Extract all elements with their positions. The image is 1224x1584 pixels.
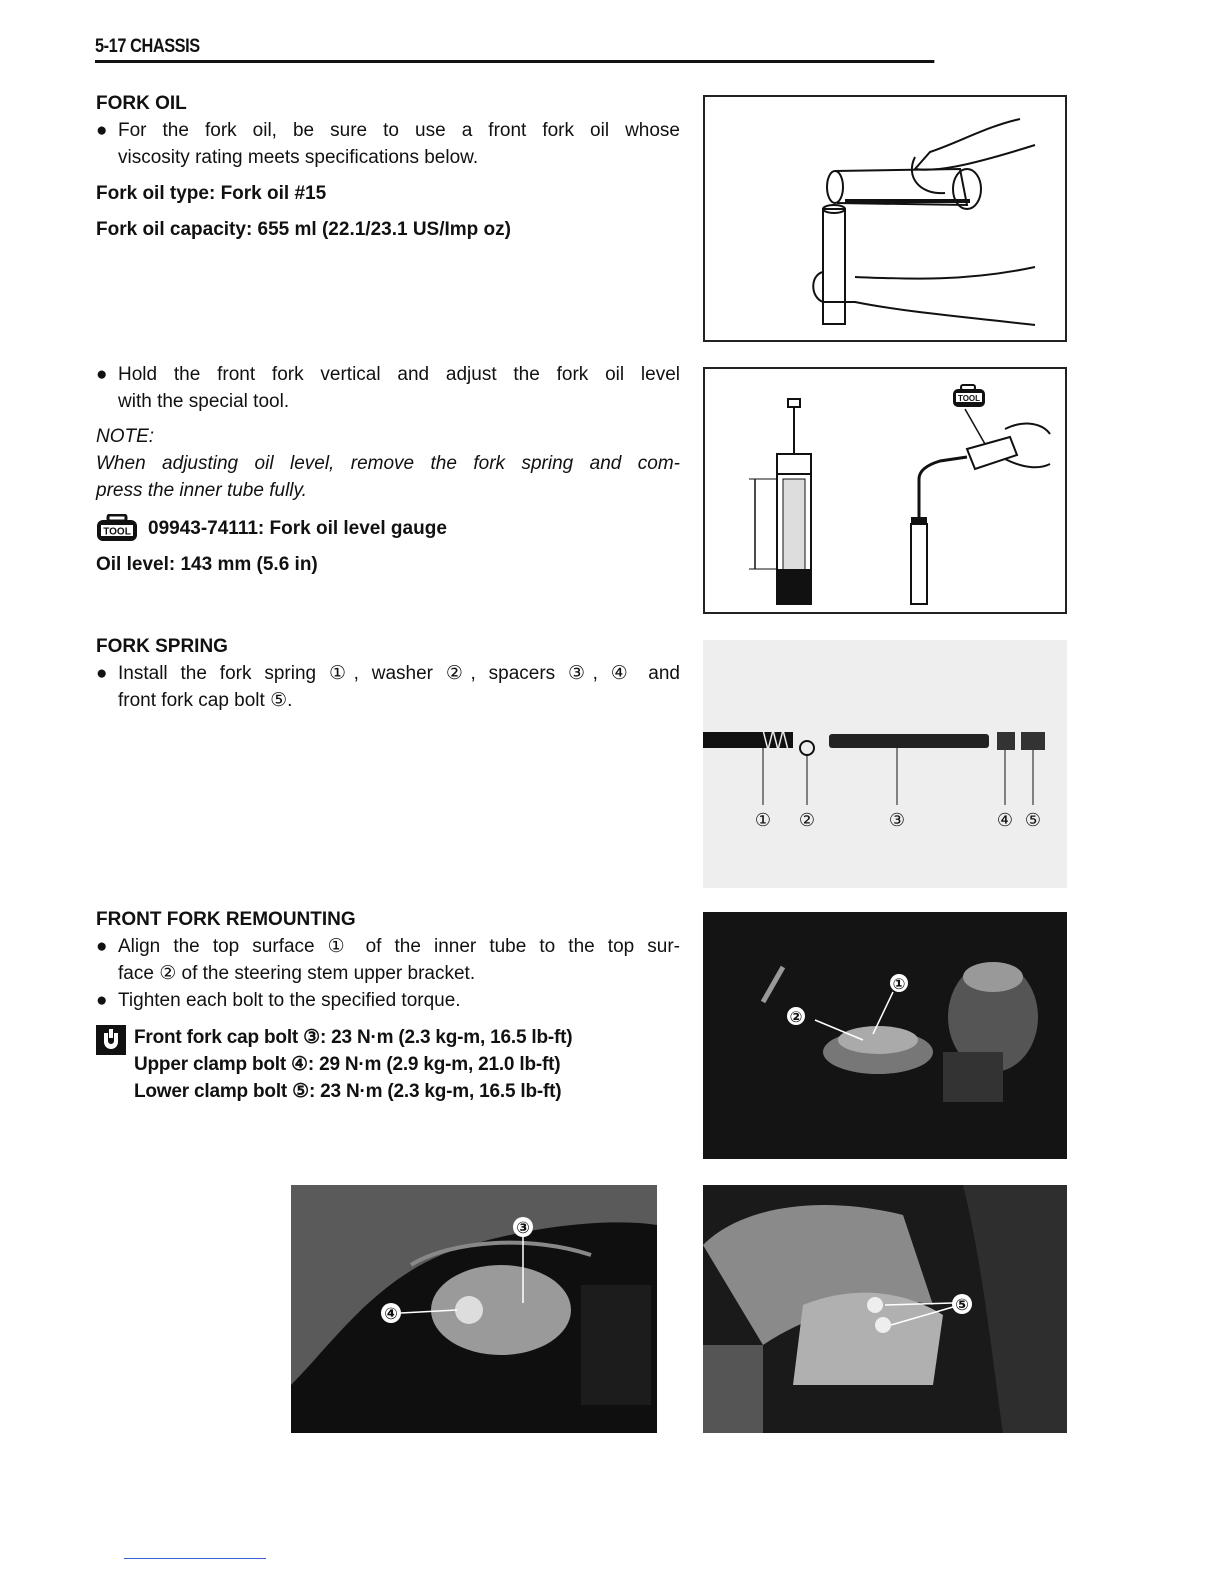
remounting-bullet-2 — [96, 987, 680, 1014]
oil-level-section — [96, 361, 680, 578]
fork-spring-bullet-line-1: Install the fork spring ①, washer ②, spacers ③, ④ and — [118, 663, 680, 684]
upper-clamp-photo — [291, 1185, 657, 1433]
steering-bracket-photo — [703, 912, 1067, 1159]
fork-oil-heading: FORK OIL — [96, 93, 187, 114]
bullet-dot-icon: ● — [96, 120, 108, 141]
bullet-dot-icon: ● — [96, 936, 108, 957]
fork-oil-type-spec: Fork oil type: Fork oil #15 — [96, 183, 327, 204]
note-label: NOTE: — [96, 426, 155, 447]
callout-3: ③ — [888, 810, 906, 831]
remounting-bullet-1 — [96, 933, 680, 987]
oil-level-bullet-line-1: Hold the front fork vertical and adjust the fork oil level — [118, 364, 680, 385]
remounting-heading: FRONT FORK REMOUNTING — [96, 909, 356, 930]
callout-4: ④ — [996, 810, 1014, 831]
oil-level-bullet-line-2: with the special tool. — [118, 391, 290, 412]
note-line-2: press the inner tube fully. — [96, 480, 307, 501]
bullet-dot-icon: ● — [96, 364, 108, 385]
remounting-section — [96, 906, 680, 1105]
torque-spec-block — [96, 1024, 680, 1105]
tool-icon-text: TOOL — [103, 526, 131, 538]
page-header-title: 5-17 CHASSIS — [95, 36, 200, 57]
bullet-dot-icon: ● — [96, 663, 108, 684]
fork-spring-section — [96, 633, 680, 714]
torque-cap-bolt: Front fork cap bolt ③: 23 N·m (2.3 kg-m, 16.5 lb-ft) — [134, 1027, 573, 1048]
upper-clamp-callout-4: ④ — [384, 1304, 398, 1323]
fork-spring-bullet — [96, 660, 680, 714]
lower-clamp-photo — [703, 1185, 1067, 1433]
footer-rule — [124, 1558, 266, 1559]
fork-oil-bullet-line-2: viscosity rating meets specifications below. — [118, 147, 479, 168]
special-tool-line — [96, 514, 680, 542]
special-tool-spec: 09943-74111: Fork oil level gauge — [148, 517, 447, 539]
fork-spring-bullet-line-2: front fork cap bolt ⑤. — [118, 690, 293, 711]
fork-oil-bullet-line-1: For the fork oil, be sure to use a front fork oil whose — [118, 120, 680, 141]
tool-case-icon — [96, 514, 138, 542]
callout-2: ② — [798, 810, 816, 831]
remounting-bullet-2-line: Tighten each bolt to the specified torque. — [118, 990, 461, 1011]
page-header — [95, 36, 934, 63]
upper-clamp-callout-3: ③ — [516, 1218, 530, 1237]
gauge-tool-text: TOOL — [957, 394, 981, 403]
torque-lower-clamp: Lower clamp bolt ⑤: 23 N·m (2.3 kg-m, 16.5 lb-ft) — [134, 1081, 562, 1102]
bracket-callout-1: ① — [892, 975, 906, 993]
remounting-bullet-1-line-1: Align the top surface ① of the inner tube to the top sur- — [118, 936, 680, 957]
torque-wrench-icon — [96, 1025, 126, 1055]
oil-level-bullet — [96, 361, 680, 415]
bracket-callout-2: ② — [789, 1008, 803, 1026]
callout-5: ⑤ — [1024, 810, 1042, 831]
remounting-bullet-1-line-2: face ② of the steering stem upper bracket. — [118, 963, 476, 984]
torque-upper-clamp: Upper clamp bolt ④: 29 N·m (2.9 kg-m, 21.0 lb-ft) — [134, 1054, 561, 1075]
fork-oil-capacity-spec: Fork oil capacity: 655 ml (22.1/23.1 US/Imp oz) — [96, 219, 511, 240]
fork-oil-section — [96, 90, 680, 243]
fork-oil-bullet — [96, 117, 680, 171]
lower-clamp-callout-5: ⑤ — [955, 1295, 969, 1314]
oil-level-gauge-illustration — [703, 367, 1067, 614]
fork-spring-parts-photo — [703, 640, 1067, 888]
pour-oil-illustration — [703, 95, 1067, 342]
note-line-1: When adjusting oil level, remove the fork spring and com- — [96, 453, 680, 474]
oil-level-spec: Oil level: 143 mm (5.6 in) — [96, 554, 318, 575]
bullet-dot-icon: ● — [96, 990, 108, 1011]
fork-spring-heading: FORK SPRING — [96, 636, 228, 657]
callout-1: ① — [754, 810, 772, 831]
